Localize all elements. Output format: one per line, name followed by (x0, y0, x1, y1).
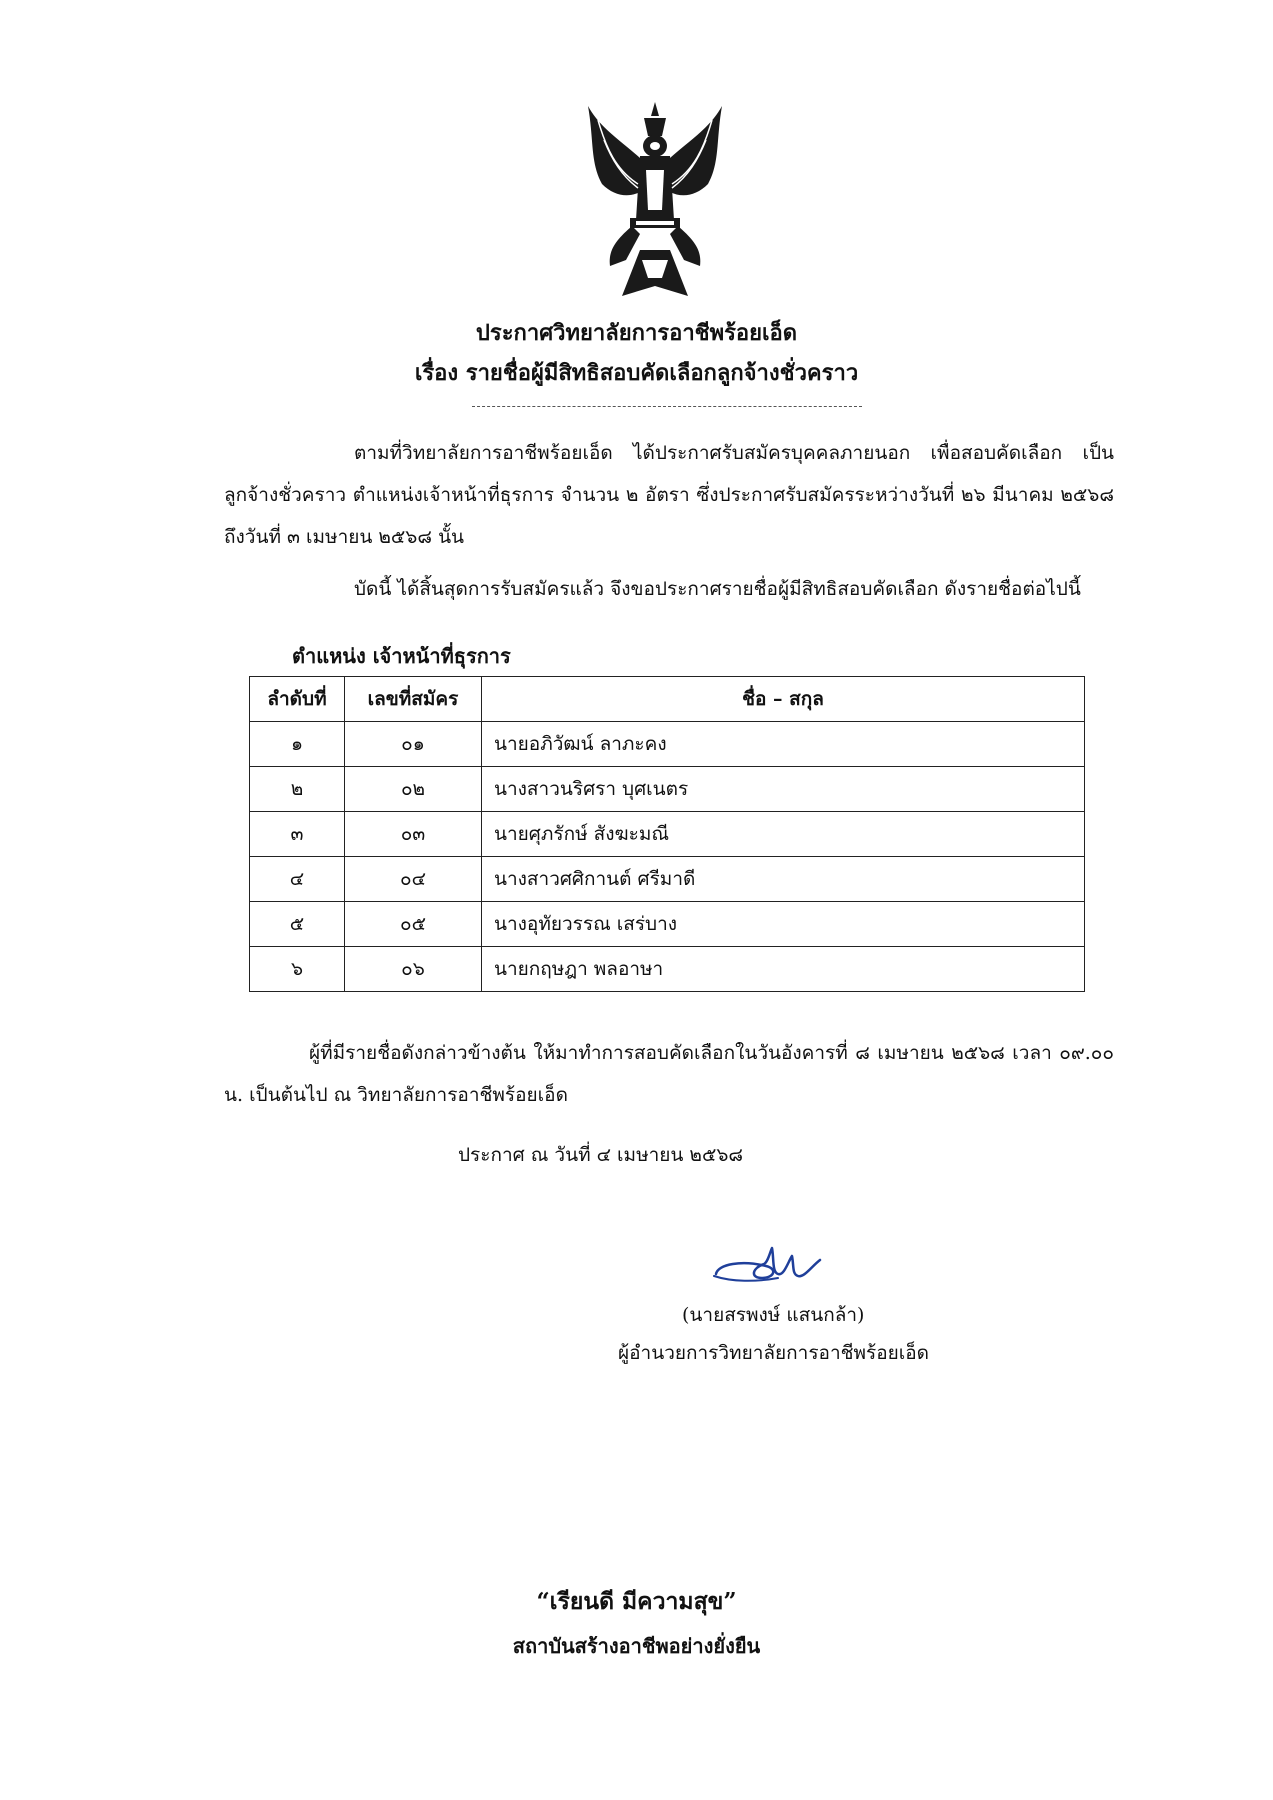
table-row (250, 902, 1085, 947)
table-row (250, 857, 1085, 902)
table-header-row (250, 677, 1085, 722)
handwritten-signature (708, 1240, 838, 1292)
document-title: ประกาศวิทยาลัยการอาชีพร้อยเอ็ด (475, 320, 798, 346)
title-divider (472, 398, 862, 407)
cell-full-name: นางสาวศศิกานต์ ศรีมาดี (482, 857, 1085, 902)
table-row (250, 947, 1085, 992)
cell-full-name: นายอภิวัฒน์ ลาภะคง (482, 722, 1085, 767)
cell-full-name: นางอุทัยวรรณ เสร่บาง (482, 902, 1085, 947)
cell-application-no: ๐๓ (345, 812, 482, 857)
cell-full-name: นายกฤษฎา พลอาษา (482, 947, 1085, 992)
cell-order: ๑ (250, 722, 345, 767)
footer-motto: “เรียนดี มีความสุข” (536, 1588, 737, 1615)
cell-order: ๒ (250, 767, 345, 812)
table-row (250, 767, 1085, 812)
cell-order: ๔ (250, 857, 345, 902)
cell-application-no: ๐๔ (345, 857, 482, 902)
position-label: ตำแหน่ง เจ้าหน้าที่ธุรการ (292, 644, 511, 668)
header-full-name: ชื่อ – สกุล (482, 677, 1085, 722)
cell-application-no: ๐๑ (345, 722, 482, 767)
paragraph-intro: ตามที่วิทยาลัยการอาชีพร้อยเอ็ด ได้ประกาศรับสมัครบุคคลภายนอก เพื่อสอบคัดเลือก เป็นลูกจ้างชั่วคราว ตำแหน่งเจ้าหน้าที่ธุรการ จำนวน ๒ อัตรา ซึ่งประกาศรับสมัครระหว่างวันที่ ๒๖ มีนาคม ๒๕๖๘ ถึงวันที่ ๓ เมษายน ๒๕๖๘ นั้น (224, 442, 1114, 548)
cell-order: ๖ (250, 947, 345, 992)
footer-slogan: สถาบันสร้างอาชีพอย่างยั่งยืน (512, 1634, 761, 1658)
cell-application-no: ๐๖ (345, 947, 482, 992)
cell-order: ๕ (250, 902, 345, 947)
cell-application-no: ๐๒ (345, 767, 482, 812)
cell-application-no: ๐๕ (345, 902, 482, 947)
cell-full-name: นายศุภรักษ์ สังฆะมณี (482, 812, 1085, 857)
cell-full-name: นางสาวนริศรา บุศเนตร (482, 767, 1085, 812)
cell-order: ๓ (250, 812, 345, 857)
paragraph-exam-schedule: ผู้ที่มีรายชื่อดังกล่าวข้างต้น ให้มาทำการสอบคัดเลือกในวันอังคารที่ ๘ เมษายน ๒๕๖๘ เวลา ๐๙.๐๐ น. เป็นต้นไป ณ วิทยาลัยการอาชีพร้อยเอ็ด (224, 1042, 1114, 1106)
garuda-emblem-icon (580, 100, 730, 300)
announcement-date: ประกาศ ณ วันที่ ๔ เมษายน ๒๕๖๘ (458, 1144, 744, 1166)
candidate-table (249, 676, 1085, 992)
header-order: ลำดับที่ (250, 677, 345, 722)
signer-title: ผู้อำนวยการวิทยาลัยการอาชีพร้อยเอ็ด (618, 1342, 930, 1364)
signer-name: (นายสรพงษ์ แสนกล้า) (682, 1304, 865, 1326)
table-row (250, 812, 1085, 857)
header-application-no: เลขที่สมัคร (345, 677, 482, 722)
table-row (250, 722, 1085, 767)
document-subject: เรื่อง รายชื่อผู้มีสิทธิสอบคัดเลือกลูกจ้างชั่วคราว (414, 360, 859, 386)
paragraph-announcement: บัดนี้ ได้สิ้นสุดการรับสมัครแล้ว จึงขอประกาศรายชื่อผู้มีสิทธิสอบคัดเลือก ดังรายชื่อต่อไปนี้ (354, 578, 1081, 600)
